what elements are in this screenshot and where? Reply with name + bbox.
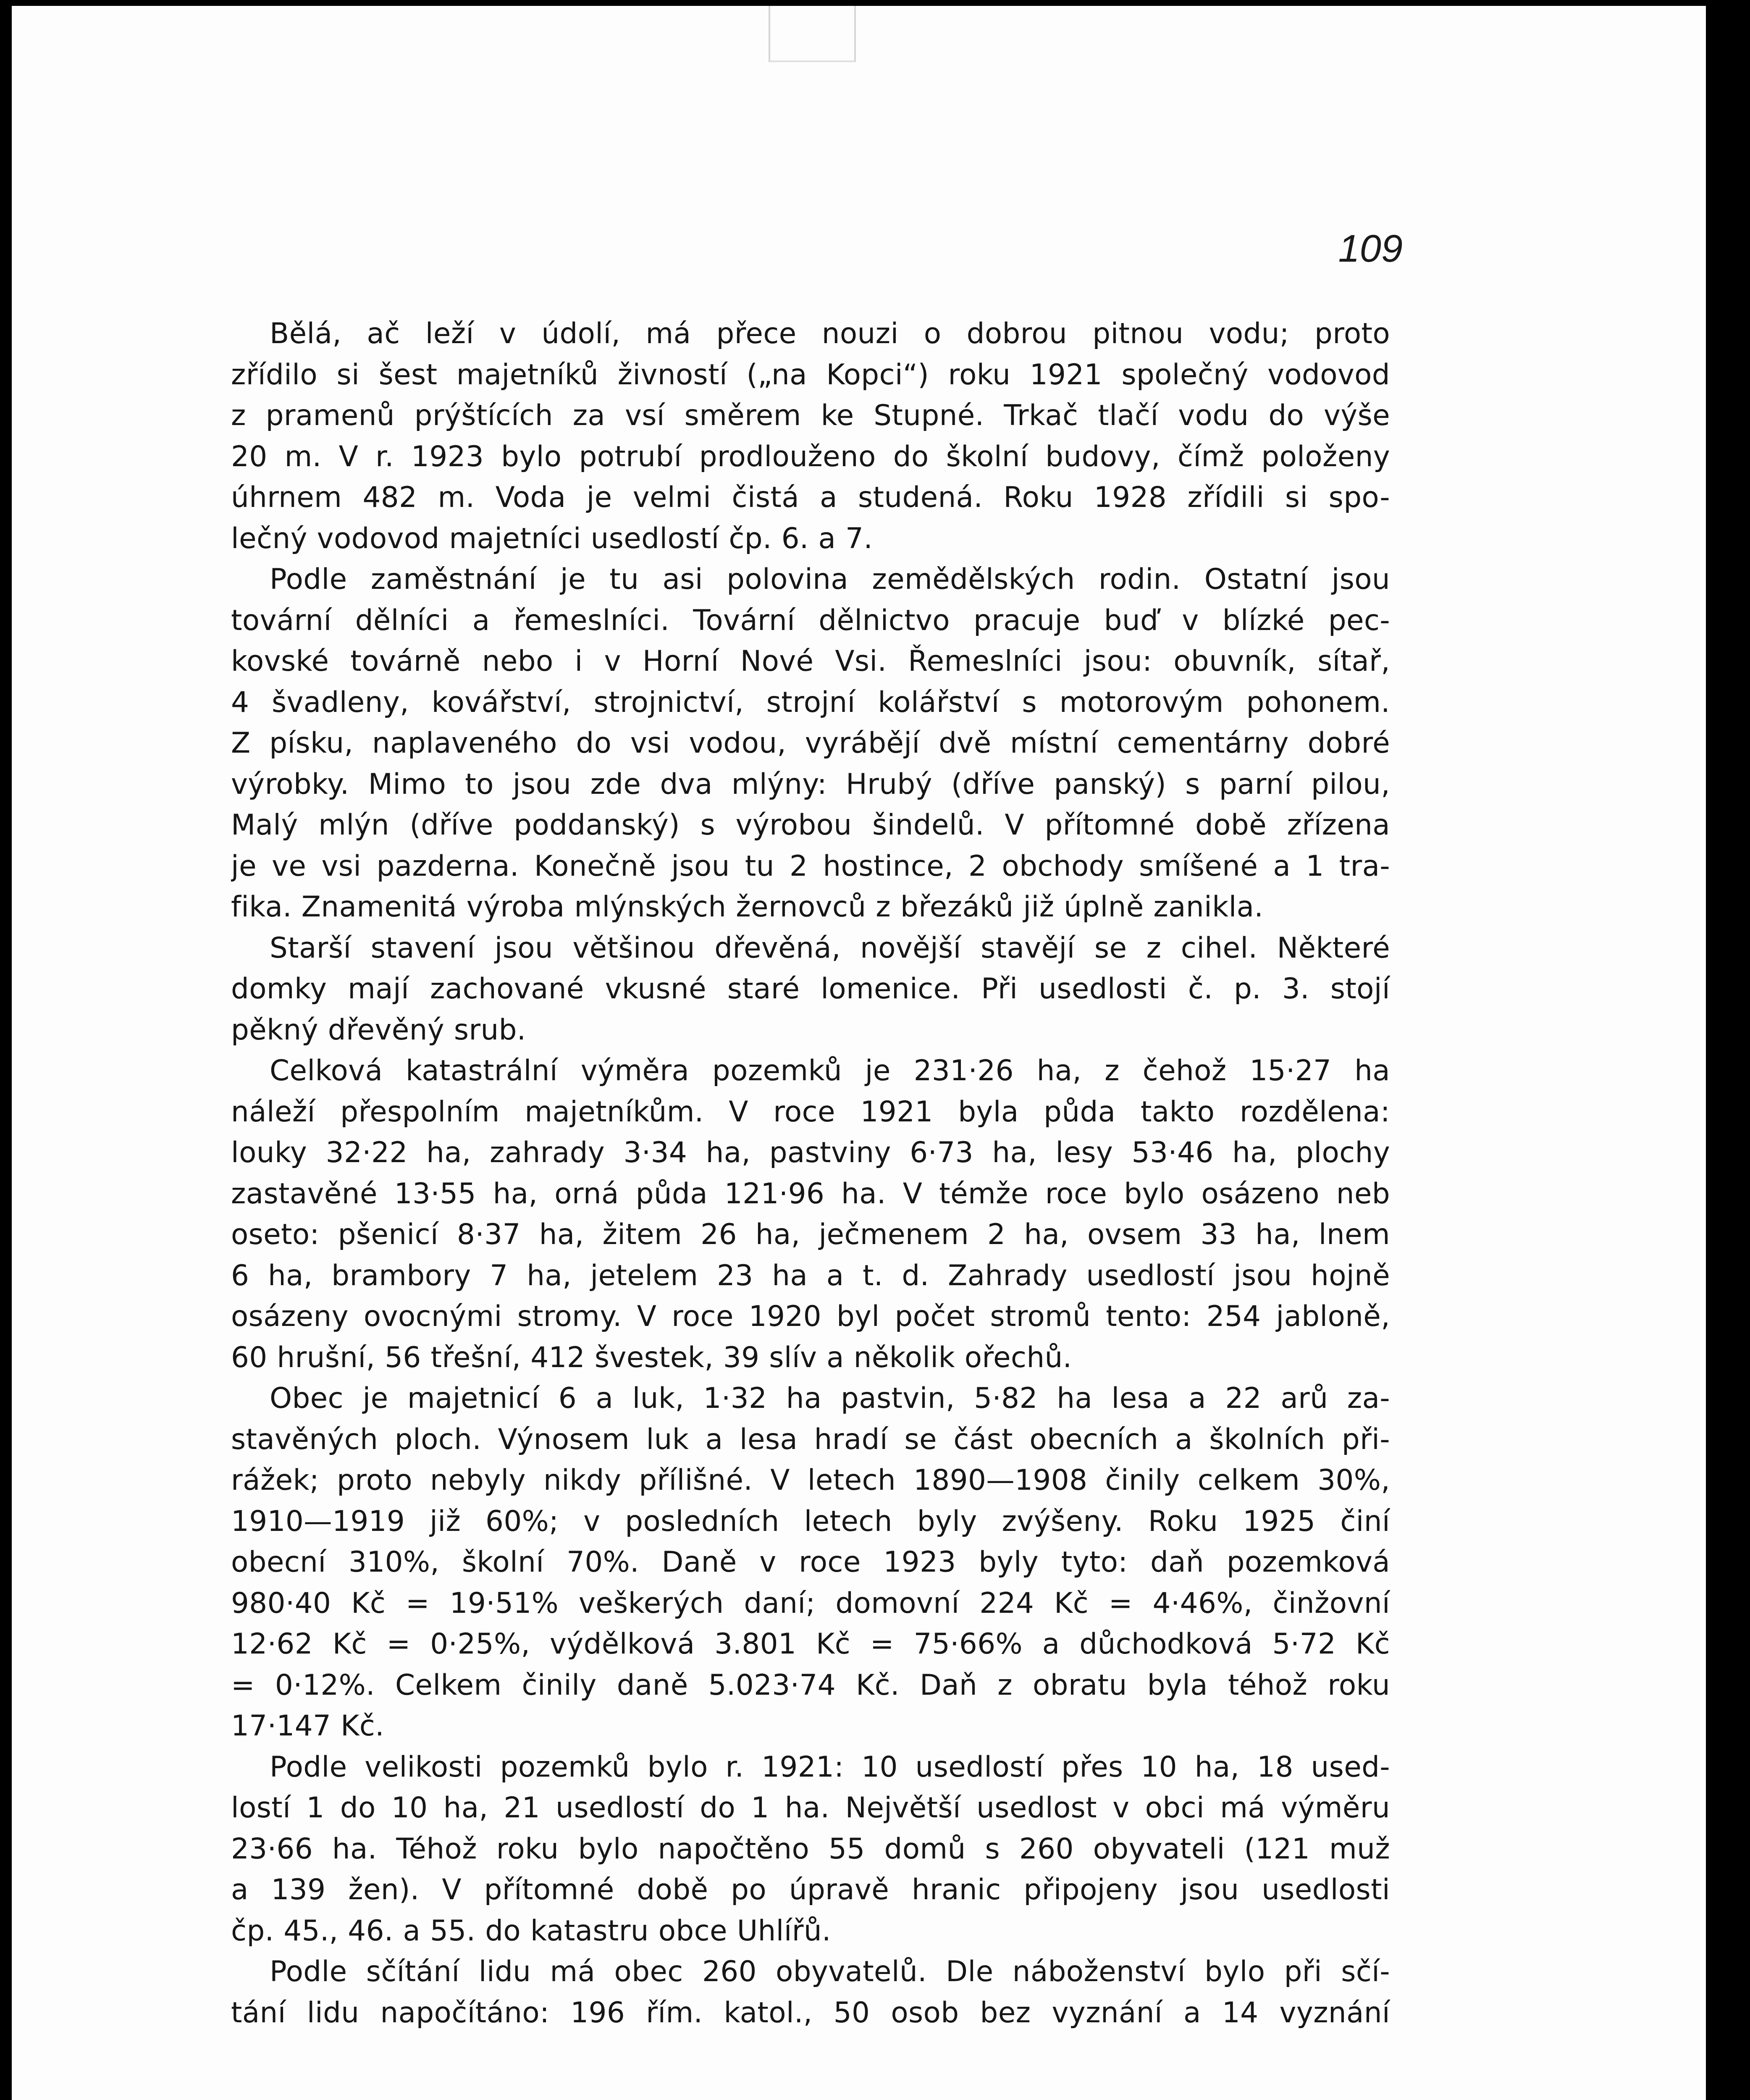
text-line: 23·66 ha. Téhož roku bylo napočtěno 55 domů s 260 obyvateli (121 muž: [231, 1832, 1390, 1865]
text-line: Obec je majetnicí 6 a luk, 1·32 ha pastvin, 5·82 ha lesa a 22 arů za-: [270, 1381, 1390, 1415]
text-line: úhrnem 482 m. Voda je velmi čistá a studená. Roku 1928 zřídili si spo-: [231, 480, 1390, 514]
text-line: = 0·12%. Celkem činily daně 5.023·74 Kč. Daň z obratu byla téhož roku: [231, 1668, 1390, 1701]
scan-edge-top: [0, 0, 1750, 6]
text-line: tovární dělníci a řemeslníci. Tovární dělnictvo pracuje buď v blízké pec-: [231, 603, 1390, 637]
text-line: 17·147 Kč.: [231, 1709, 384, 1742]
text-line: fika. Znamenitá výroba mlýnských žernovců z březáků již úplně zanikla.: [231, 890, 1264, 923]
text-line: Celková katastrální výměra pozemků je 231·26 ha, z čehož 15·27 ha: [270, 1054, 1390, 1087]
page-number: 109: [1338, 227, 1403, 270]
text-line: výrobky. Mimo to jsou zde dva mlýny: Hrubý (dříve panský) s parní pilou,: [231, 767, 1390, 801]
text-line: lostí 1 do 10 ha, 21 usedlostí do 1 ha. Největší usedlost v obci má výměru: [231, 1791, 1390, 1824]
text-line: a 139 žen). V přítomné době po úpravě hranic připojeny jsou usedlosti: [231, 1873, 1390, 1906]
text-line: Podle zaměstnání je tu asi polovina zemědělských rodin. Ostatní jsou: [270, 562, 1390, 596]
text-line: zřídilo si šest majetníků živností („na Kopci“) roku 1921 společný vodovod: [231, 357, 1390, 391]
text-line: rážek; proto nebyly nikdy přílišné. V letech 1890—1908 činily celkem 30%,: [231, 1463, 1390, 1496]
text-line: 6 ha, brambory 7 ha, jetelem 23 ha a t. d. Zahrady usedlostí jsou hojně: [231, 1258, 1390, 1292]
text-line: zastavěné 13·55 ha, orná půda 121·96 ha. V témže roce bylo osázeno neb: [231, 1176, 1390, 1210]
text-line: 1910—1919 již 60%; v posledních letech byly zvýšeny. Roku 1925 činí: [231, 1504, 1390, 1538]
text-line: Bělá, ač leží v údolí, má přece nouzi o dobrou pitnou vodu; proto: [270, 317, 1390, 350]
text-line: 980·40 Kč = 19·51% veškerých daní; domovní 224 Kč = 4·46%, činžovní: [231, 1586, 1390, 1620]
text-line: obecní 310%, školní 70%. Daně v roce 1923 byly tyto: daň pozemková: [231, 1545, 1390, 1578]
text-line: kovské továrně nebo i v Horní Nové Vsi. Řemeslníci jsou: obuvník, sítař,: [231, 644, 1390, 677]
text-line: stavěných ploch. Výnosem luk a lesa hradí se část obecních a školních při-: [231, 1422, 1390, 1456]
text-line: Podle velikosti pozemků bylo r. 1921: 10 usedlostí přes 10 ha, 18 used-: [270, 1750, 1390, 1783]
text-line: lečný vodovod majetníci usedlostí čp. 6. a 7.: [231, 521, 873, 555]
scan-edge-left: [0, 0, 12, 2100]
text-line: domky mají zachované vkusné staré lomenice. Při usedlosti č. p. 3. stojí: [231, 972, 1390, 1005]
text-line: z pramenů prýštících za vsí směrem ke Stupné. Trkač tlačí vodu do výše: [231, 399, 1390, 432]
text-line: osázeny ovocnými stromy. V roce 1920 byl počet stromů tento: 254 jabloně,: [231, 1299, 1390, 1333]
text-line: 20 m. V r. 1923 bylo potrubí prodlouženo do školní budovy, čímž položeny: [231, 439, 1390, 473]
text-line: oseto: pšenicí 8·37 ha, žitem 26 ha, ječmenem 2 ha, ovsem 33 ha, lnem: [231, 1218, 1390, 1251]
text-line: náleží přespolním majetníkům. V roce 1921 byla půda takto rozdělena:: [231, 1095, 1390, 1128]
text-line: pěkný dřevěný srub.: [231, 1013, 526, 1046]
text-line: Starší stavení jsou většinou dřevěná, novější stavějí se z cihel. Některé: [270, 931, 1390, 964]
text-line: Z písku, naplaveného do vsi vodou, vyrábějí dvě místní cementárny dobré: [231, 726, 1390, 759]
text-line: Podle sčítání lidu má obec 260 obyvatelů. Dle náboženství bylo při sčí-: [270, 1955, 1390, 1988]
text-line: čp. 45., 46. a 55. do katastru obce Uhlířů.: [231, 1914, 831, 1947]
body-text: [231, 313, 1390, 2033]
scan-edge-right: [1706, 0, 1750, 2100]
text-line: 60 hrušní, 56 třešní, 412 švestek, 39 slív a několik ořechů.: [231, 1340, 1072, 1374]
text-line: louky 32·22 ha, zahrady 3·34 ha, pastviny 6·73 ha, lesy 53·46 ha, plochy: [231, 1136, 1390, 1169]
binding-mark: [769, 6, 856, 62]
text-line: tání lidu napočítáno: 196 řím. katol., 50 osob bez vyznání a 14 vyznání: [231, 1995, 1390, 2029]
text-line: 4 švadleny, kovářství, strojnictví, strojní kolářství s motorovým pohonem.: [231, 685, 1390, 719]
text-line: 12·62 Kč = 0·25%, výdělková 3.801 Kč = 75·66% a důchodková 5·72 Kč: [231, 1627, 1390, 1660]
text-line: je ve vsi pazderna. Konečně jsou tu 2 hostince, 2 obchody smíšené a 1 tra-: [231, 849, 1390, 882]
text-line: Malý mlýn (dříve poddanský) s výrobou šindelů. V přítomné době zřízena: [231, 808, 1390, 841]
